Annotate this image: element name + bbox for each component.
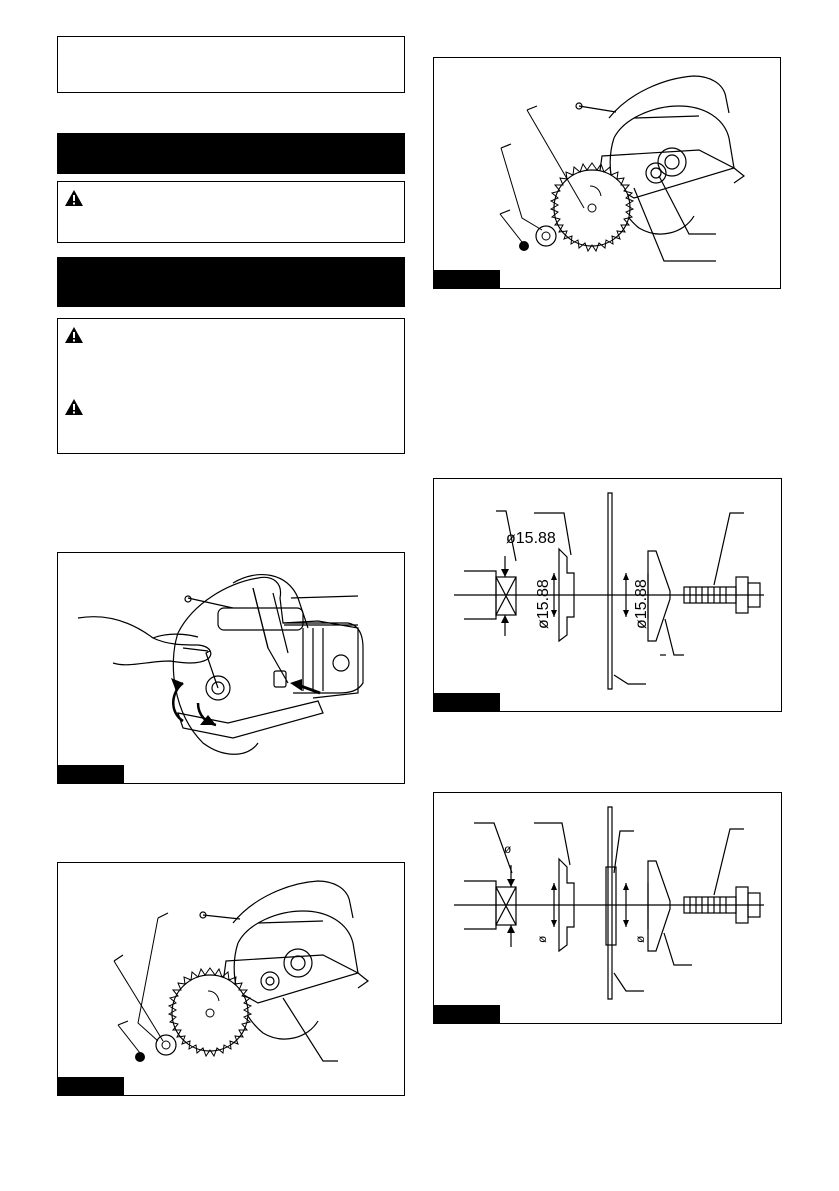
warning-triangle-icon bbox=[64, 189, 84, 207]
note-box bbox=[57, 36, 405, 93]
section-header-band bbox=[57, 133, 405, 174]
dimension-label-right: ø15.88 bbox=[633, 579, 650, 629]
saw-blade bbox=[551, 163, 633, 251]
warning-triangle-icon bbox=[64, 398, 84, 416]
dimension-label-top: ø bbox=[504, 842, 512, 856]
flange-cross-section-diagram bbox=[434, 479, 781, 711]
figure-number-tag bbox=[434, 270, 500, 288]
figure-blade-removed-left bbox=[57, 862, 405, 1096]
warning-box bbox=[57, 318, 405, 454]
dimension-label-right: ø bbox=[633, 935, 647, 943]
warning-box bbox=[57, 181, 405, 243]
figure-number-tag bbox=[58, 765, 124, 783]
section-header-band bbox=[57, 257, 405, 307]
warning-triangle-icon bbox=[64, 326, 84, 344]
dimension-label-left: ø bbox=[535, 935, 549, 943]
figure-number-tag bbox=[434, 1005, 500, 1023]
figure-number-tag bbox=[434, 693, 500, 711]
saw-wrench-illustration bbox=[58, 553, 404, 783]
figure-flange-dimensions-b bbox=[433, 792, 782, 1024]
dimension-label-left: ø15.88 bbox=[535, 579, 552, 629]
saw-blade-exploded-illustration bbox=[58, 863, 404, 1095]
figure-blade-removed-right bbox=[433, 57, 781, 289]
saw-blade bbox=[169, 968, 251, 1056]
figure-flange-dimensions-a bbox=[433, 478, 782, 712]
figure-wrench-removal bbox=[57, 552, 405, 784]
figure-number-tag bbox=[58, 1077, 124, 1095]
dimension-label-top: ø15.88 bbox=[506, 530, 556, 547]
flange-cross-section-diagram bbox=[434, 793, 781, 1023]
saw-blade-exploded-illustration bbox=[434, 58, 780, 288]
